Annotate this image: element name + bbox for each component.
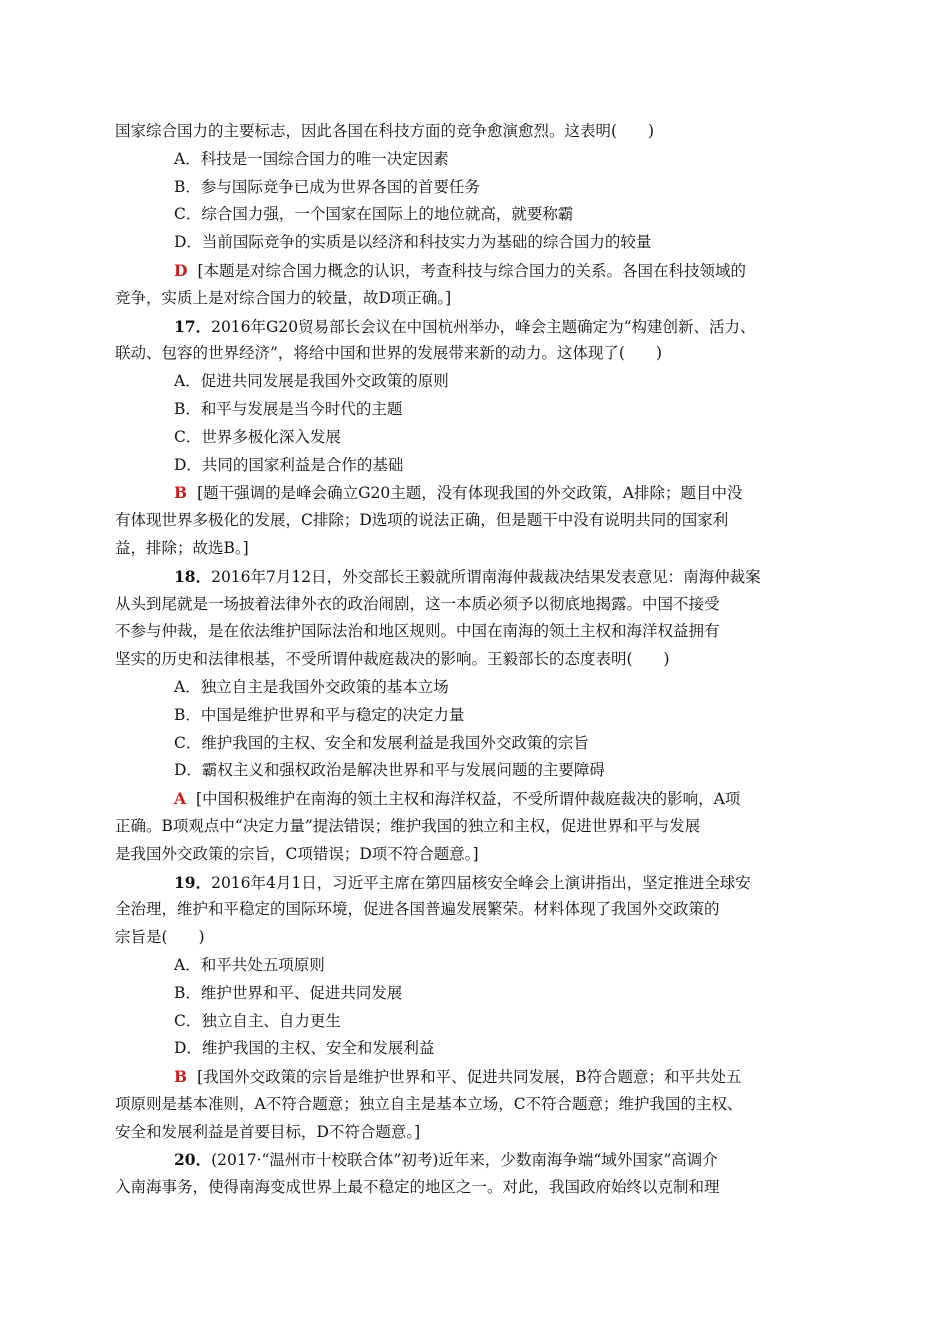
answer-letter: B — [174, 483, 188, 503]
option-a: A．科技是一国综合国力的唯一决定因素 — [174, 149, 449, 168]
stem-text: 2016年4月1日，习近平主席在第四届核安全峰会上演讲指出，坚定推进全球安 — [211, 873, 751, 892]
stem-text: 2016年G20贸易部长会议在中国杭州举办，峰会主题确定为“构建创新、活力、 — [211, 317, 756, 336]
answer-explanation-line — [115, 1063, 815, 1091]
question-stem-line — [115, 563, 815, 591]
option-a: A．和平共处五项原则 — [174, 955, 325, 974]
stem-text: (2017·“温州市十校联合体”初考)近年来，少数南海争端“域外国家”高调介 — [211, 1151, 718, 1170]
question-list — [115, 118, 815, 1202]
question-20 — [115, 1146, 815, 1202]
option-c: C．独立自主、自力更生 — [174, 1011, 341, 1030]
stem-text: 2016年7月12日，外交部长王毅就所谓南海仲裁裁决结果发表意见：南海仲裁案 — [211, 567, 761, 586]
option-c: C．综合国力强，一个国家在国际上的地位就高，就要称霸 — [174, 205, 574, 224]
answer-explanation-line — [115, 785, 815, 813]
question-stem-line — [115, 1146, 815, 1174]
explanation-text: [中国积极维护在南海的领土主权和海洋权益，不受所谓仲裁庭裁决的影响，A项 — [196, 790, 741, 809]
question-19 — [115, 869, 815, 1147]
option-b: B．中国是维护世界和平与稳定的决定力量 — [174, 705, 465, 724]
option-b: B．参与国际竞争已成为世界各国的首要任务 — [174, 177, 480, 196]
question-number: 17． — [174, 316, 212, 336]
question-number: 20． — [174, 1150, 212, 1170]
explanation-line: 正确。B项观点中“决定力量”提法错误；维护我国的独立和主权，促进世界和平与发展 — [115, 816, 701, 835]
question-stem-line: 国家综合国力的主要标志，因此各国在科技方面的竞争愈演愈烈。这表明( ) — [115, 122, 655, 140]
explanation-line: 益，排除；故选B。] — [115, 538, 249, 557]
explanation-line: 竞争，实质上是对综合国力的较量，故D项正确。] — [115, 288, 452, 307]
answer-letter: D — [174, 260, 188, 280]
question-16 — [115, 118, 815, 313]
question-stem-line: 不参与仲裁，是在依法维护国际法治和地区规则。中国在南海的领土主权和海洋权益拥有 — [115, 622, 720, 641]
question-stem-line — [115, 869, 815, 897]
answer-letter: A — [174, 789, 187, 809]
question-number: 19． — [174, 872, 212, 892]
option-a: A．独立自主是我国外交政策的基本立场 — [174, 677, 449, 696]
option-d: D．共同的国家利益是合作的基础 — [174, 455, 404, 474]
answer-explanation-line — [115, 257, 815, 285]
answer-explanation-line — [115, 479, 815, 507]
explanation-text: [本题是对综合国力概念的认识，考查科技与综合国力的关系。各国在科技领域的 — [197, 261, 747, 280]
option-c: C．维护我国的主权、安全和发展利益是我国外交政策的宗旨 — [174, 733, 589, 752]
question-stem-line: 全治理，维护和平稳定的国际环境，促进各国普遍发展繁荣。材料体现了我国外交政策的 — [115, 900, 720, 919]
question-stem-line: 联动、包容的世界经济”，将给中国和世界的发展带来新的动力。这体现了( ) — [115, 344, 663, 363]
question-stem-line: 宗旨是( ) — [115, 928, 205, 947]
explanation-text: [我国外交政策的宗旨是维护世界和平、促进共同发展，B符合题意；和平共处五 — [197, 1068, 742, 1087]
option-d: D．维护我国的主权、安全和发展利益 — [174, 1039, 435, 1058]
question-stem-line: 从头到尾就是一场披着法律外衣的政治闹剧，这一本质必须予以彻底地揭露。中国不接受 — [115, 594, 720, 613]
option-b: B．维护世界和平、促进共同发展 — [174, 983, 403, 1002]
explanation-line: 项原则是基本准则，A不符合题意；独立自主是基本立场，C不符合题意；维护我国的主权、 — [115, 1094, 743, 1113]
question-number: 18． — [174, 566, 212, 586]
question-stem-line: 坚实的历史和法律根基，不受所谓仲裁庭裁决的影响。王毅部长的态度表明( ) — [115, 650, 670, 669]
option-d: D．当前国际竞争的实质是以经济和科技实力为基础的综合国力的较量 — [174, 233, 652, 252]
explanation-line: 有体现世界多极化的发展，C排除；D选项的说法正确，但是题干中没有说明共同的国家利 — [115, 511, 729, 530]
question-18 — [115, 563, 815, 869]
question-stem-line — [115, 313, 815, 341]
option-d: D．霸权主义和强权政治是解决世界和平与发展问题的主要障碍 — [174, 761, 605, 780]
question-stem-line: 入南海事务，使得南海变成世界上最不稳定的地区之一。对此，我国政府始终以克制和理 — [115, 1178, 720, 1197]
answer-letter: B — [174, 1067, 188, 1087]
explanation-text: [题干强调的是峰会确立G20主题，没有体现我国的外交政策，A排除；题目中没 — [197, 484, 743, 503]
option-c: C．世界多极化深入发展 — [174, 427, 341, 446]
option-b: B．和平与发展是当今时代的主题 — [174, 399, 403, 418]
option-a: A．促进共同发展是我国外交政策的原则 — [174, 372, 449, 391]
question-17 — [115, 313, 815, 563]
explanation-line: 安全和发展利益是首要目标，D不符合题意。] — [115, 1122, 421, 1141]
explanation-line: 是我国外交政策的宗旨，C项错误；D项不符合题意。] — [115, 844, 479, 863]
